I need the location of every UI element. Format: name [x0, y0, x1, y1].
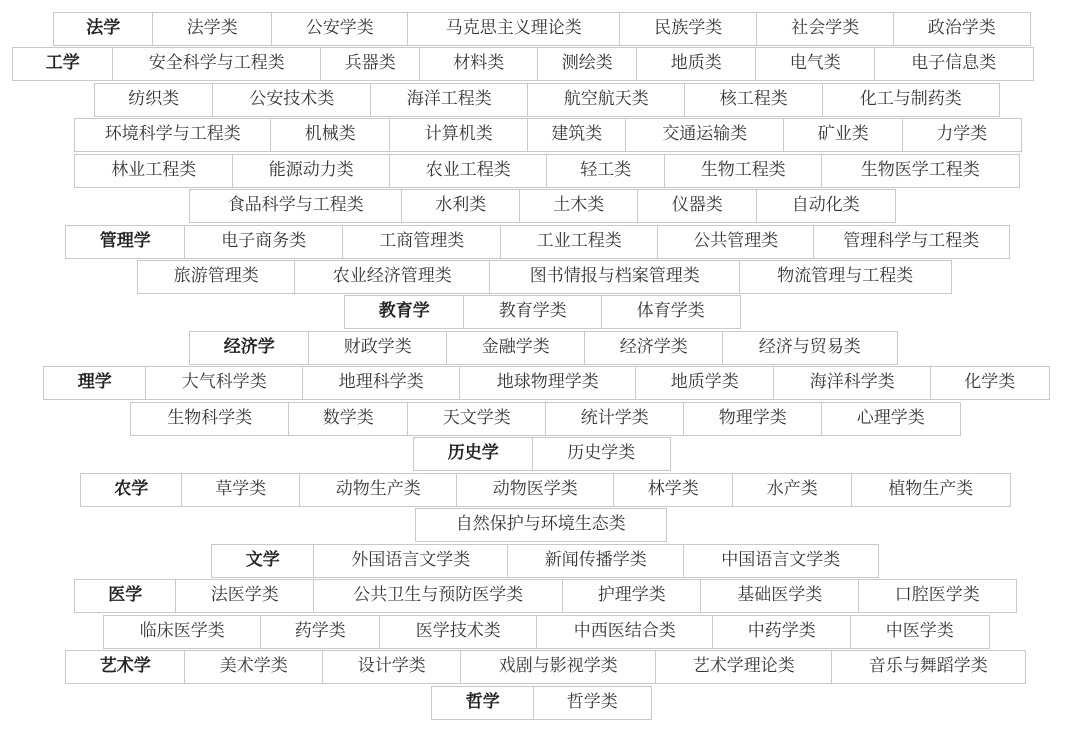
major-class-cell: 公安技术类: [212, 83, 372, 117]
major-class-cell: 海洋工程类: [370, 83, 529, 117]
major-class-cell: 医学技术类: [379, 615, 538, 649]
major-class-cell: 仪器类: [637, 189, 758, 223]
major-class-cell: 建筑类: [527, 118, 627, 152]
major-class-cell: 物理学类: [683, 402, 823, 436]
major-class-cell: 化学类: [930, 366, 1050, 400]
brick-row: [74, 154, 1018, 188]
major-class-cell: 旅游管理类: [137, 260, 296, 294]
brick-row: [415, 508, 665, 542]
major-class-cell: 电子商务类: [184, 225, 344, 259]
major-class-cell: 管理科学与工程类: [813, 225, 1010, 259]
major-class-cell: 动物医学类: [456, 473, 615, 507]
major-class-cell: 地理科学类: [302, 366, 461, 400]
brick-row: [94, 83, 998, 117]
major-class-cell: 化工与制药类: [822, 83, 1000, 117]
major-class-cell: 音乐与舞蹈学类: [831, 650, 1026, 684]
major-class-cell: 动物生产类: [299, 473, 458, 507]
major-class-cell: 金融学类: [446, 331, 586, 365]
major-class-cell: 地球物理学类: [459, 366, 637, 400]
brick-row: [74, 579, 1015, 613]
brick-row: [344, 295, 739, 329]
major-class-cell: 林学类: [613, 473, 734, 507]
major-class-cell: 工业工程类: [500, 225, 659, 259]
discipline-category-cell: 教育学: [344, 295, 465, 329]
major-class-cell: 艺术学理论类: [655, 650, 833, 684]
major-class-cell: 外国语言文学类: [313, 544, 509, 578]
major-class-cell: 统计学类: [545, 402, 685, 436]
major-class-cell: 轻工类: [546, 154, 666, 188]
major-class-cell: 水产类: [732, 473, 853, 507]
major-class-cell: 能源动力类: [232, 154, 391, 188]
major-class-cell: 航空航天类: [527, 83, 686, 117]
major-class-cell: 生物科学类: [130, 402, 290, 436]
major-class-cell: 设计学类: [322, 650, 462, 684]
major-class-cell: 美术学类: [184, 650, 324, 684]
major-class-cell: 地质类: [636, 47, 757, 81]
major-class-cell: 食品科学与工程类: [189, 189, 403, 223]
major-class-cell: 教育学类: [463, 295, 603, 329]
major-class-cell: 交通运输类: [625, 118, 785, 152]
major-class-cell: 电气类: [755, 47, 876, 81]
major-class-cell: 中西医结合类: [536, 615, 714, 649]
major-class-cell: 材料类: [419, 47, 539, 81]
major-class-cell: 纺织类: [94, 83, 214, 117]
major-class-cell: 生物工程类: [664, 154, 823, 188]
major-class-cell: 林业工程类: [74, 154, 234, 188]
discipline-category-cell: 经济学: [189, 331, 310, 365]
major-class-cell: 公共卫生与预防医学类: [313, 579, 564, 613]
major-class-cell: 经济学类: [584, 331, 724, 365]
discipline-category-cell: 哲学: [431, 686, 535, 720]
discipline-category-cell: 艺术学: [65, 650, 186, 684]
major-class-cell: 安全科学与工程类: [112, 47, 322, 81]
brick-row: [74, 118, 1020, 152]
brick-row: [130, 402, 959, 436]
major-class-cell: 自动化类: [756, 189, 896, 223]
major-class-cell: 计算机类: [389, 118, 529, 152]
brick-row: [413, 437, 669, 471]
major-class-cell: 哲学类: [533, 686, 652, 720]
major-class-cell: 农业经济管理类: [294, 260, 491, 294]
major-class-cell: 中医学类: [850, 615, 990, 649]
major-class-cell: 核工程类: [684, 83, 824, 117]
major-class-cell: 物流管理与工程类: [739, 260, 952, 294]
discipline-category-cell: 医学: [74, 579, 177, 613]
major-class-cell: 植物生产类: [851, 473, 1011, 507]
major-class-cell: 自然保护与环境生态类: [415, 508, 667, 542]
brick-row: [65, 650, 1024, 684]
major-class-cell: 历史学类: [532, 437, 671, 471]
major-class-cell: 政治学类: [893, 12, 1031, 46]
major-class-cell: 电子信息类: [874, 47, 1034, 81]
brick-row: [53, 12, 1029, 46]
major-class-cell: 药学类: [260, 615, 381, 649]
major-class-cell: 新闻传播学类: [507, 544, 685, 578]
brick-row: [211, 544, 877, 578]
discipline-category-cell: 理学: [43, 366, 147, 400]
major-class-cell: 大气科学类: [145, 366, 304, 400]
major-class-cell: 生物医学工程类: [821, 154, 1020, 188]
major-class-cell: 土木类: [519, 189, 639, 223]
major-class-cell: 海洋科学类: [773, 366, 932, 400]
brick-row: [431, 686, 650, 720]
brick-row: [137, 260, 950, 294]
major-class-cell: 测绘类: [537, 47, 638, 81]
major-class-cell: 力学类: [902, 118, 1022, 152]
major-class-cell: 社会学类: [756, 12, 895, 46]
major-class-cell: 民族学类: [619, 12, 758, 46]
major-class-cell: 数学类: [288, 402, 409, 436]
major-class-cell: 公安学类: [271, 12, 409, 46]
major-class-cell: 地质学类: [635, 366, 775, 400]
major-class-cell: 基础医学类: [700, 579, 860, 613]
major-class-cell: 工商管理类: [342, 225, 502, 259]
brick-row: [103, 615, 988, 649]
brick-row: [65, 225, 1008, 259]
major-class-cell: 矿业类: [783, 118, 904, 152]
major-class-cell: 经济与贸易类: [722, 331, 898, 365]
discipline-category-cell: 历史学: [413, 437, 534, 471]
major-class-cell: 图书情报与档案管理类: [489, 260, 741, 294]
major-class-cell: 水利类: [401, 189, 521, 223]
major-class-cell: 口腔医学类: [858, 579, 1017, 613]
major-class-cell: 护理学类: [562, 579, 702, 613]
major-class-cell: 公共管理类: [657, 225, 815, 259]
major-class-cell: 兵器类: [320, 47, 421, 81]
discipline-category-cell: 农学: [80, 473, 183, 507]
brick-row: [189, 331, 896, 365]
major-class-cell: 戏剧与影视学类: [460, 650, 657, 684]
major-class-cell: 农业工程类: [389, 154, 548, 188]
major-class-cell: 财政学类: [308, 331, 448, 365]
discipline-category-cell: 文学: [211, 544, 315, 578]
major-class-cell: 天文学类: [407, 402, 547, 436]
discipline-category-cell: 法学: [53, 12, 154, 46]
brick-row: [43, 366, 1048, 400]
major-class-cell: 机械类: [270, 118, 391, 152]
major-class-cell: 体育学类: [601, 295, 741, 329]
brick-row: [12, 47, 1032, 81]
major-class-cell: 中药学类: [712, 615, 852, 649]
major-class-cell: 马克思主义理论类: [407, 12, 621, 46]
major-class-cell: 法医学类: [175, 579, 315, 613]
brick-row: [80, 473, 1009, 507]
brick-row: [189, 189, 894, 223]
major-class-cell: 临床医学类: [103, 615, 262, 649]
major-class-cell: 环境科学与工程类: [74, 118, 272, 152]
major-class-cell: 草学类: [181, 473, 301, 507]
discipline-category-cell: 工学: [12, 47, 114, 81]
discipline-category-cell: 管理学: [65, 225, 186, 259]
major-class-cell: 中国语言文学类: [683, 544, 879, 578]
major-class-cell: 法学类: [152, 12, 273, 46]
major-class-cell: 心理学类: [821, 402, 961, 436]
